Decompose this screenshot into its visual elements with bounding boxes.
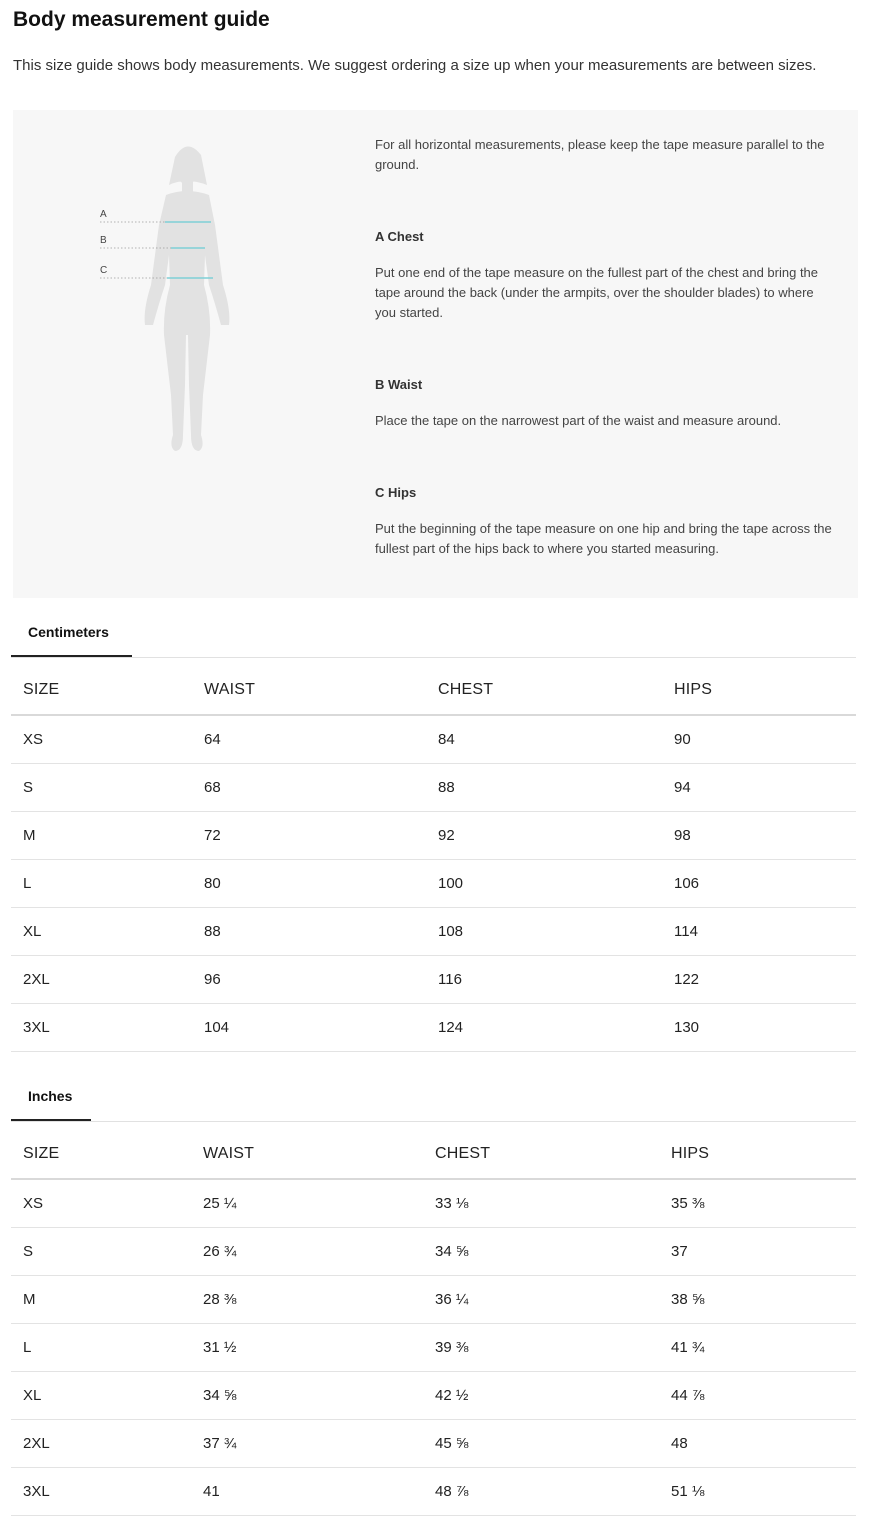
- cell-chest: 108: [438, 923, 464, 940]
- cell-chest: 39 ⅜: [435, 1339, 469, 1356]
- tab-inches[interactable]: Inches: [28, 1088, 73, 1104]
- hips-heading: C Hips: [375, 485, 417, 500]
- cell-waist: 41: [203, 1483, 220, 1500]
- cell-waist: 72: [204, 827, 221, 844]
- cell-chest: 92: [438, 827, 455, 844]
- cell-chest: 34 ⅝: [435, 1243, 469, 1260]
- cell-waist: 25 ¼: [203, 1195, 237, 1212]
- header-waist: WAIST: [203, 1145, 255, 1162]
- cell-hips: 51 ⅛: [671, 1483, 705, 1500]
- cell-hips: 41 ¾: [671, 1339, 705, 1356]
- marker-a: A: [100, 209, 107, 220]
- cell-chest: 42 ½: [435, 1387, 469, 1404]
- table-header-row: [11, 666, 856, 716]
- table-row: [11, 1468, 856, 1516]
- cell-waist: 80: [204, 875, 221, 892]
- page-title: Body measurement guide: [13, 8, 270, 31]
- table-row: [11, 860, 856, 908]
- hips-text: Put the beginning of the tape measure on one hip and bring the tape across the fullest part of the hips back to where you started measuring.: [375, 521, 832, 556]
- waist-heading: B Waist: [375, 377, 423, 392]
- cell-size: XS: [23, 731, 44, 748]
- chest-text: Put one end of the tape measure on the fullest part of the chest and bring the tape around the back (under the armpits, over the shoulder blades) to where you started.: [375, 265, 819, 320]
- table-row: [11, 812, 856, 860]
- cell-chest: 116: [438, 971, 462, 988]
- table-row: [11, 1004, 856, 1052]
- marker-b: B: [100, 235, 107, 246]
- cell-waist: 26 ¾: [203, 1243, 237, 1260]
- cell-waist: 37 ¾: [203, 1435, 237, 1452]
- table-row: [11, 956, 856, 1004]
- cell-hips: 37: [671, 1243, 688, 1260]
- table-row: [11, 716, 856, 764]
- cell-hips: 90: [674, 731, 691, 748]
- cell-chest: 48 ⅞: [435, 1483, 469, 1500]
- cell-chest: 36 ¼: [435, 1291, 469, 1308]
- cell-hips: 122: [674, 971, 700, 988]
- cell-waist: 34 ⅝: [203, 1387, 237, 1404]
- table-row: [11, 1180, 856, 1228]
- cell-waist: 68: [204, 779, 221, 796]
- cell-chest: 84: [438, 731, 455, 748]
- header-chest: CHEST: [438, 681, 494, 698]
- cell-size: XL: [23, 1387, 42, 1404]
- header-waist: WAIST: [204, 681, 256, 698]
- cell-hips: 106: [674, 875, 700, 892]
- table-row: [11, 1276, 856, 1324]
- cell-chest: 100: [438, 875, 464, 892]
- cell-hips: 35 ⅜: [671, 1195, 705, 1212]
- table-row: [11, 1420, 856, 1468]
- cell-size: 2XL: [23, 1435, 50, 1452]
- cell-chest: 124: [438, 1019, 464, 1036]
- cell-size: XS: [23, 1195, 44, 1212]
- header-size: SIZE: [23, 681, 60, 698]
- intro-text: For all horizontal measurements, please keep the tape measure parallel to the ground.: [375, 137, 825, 172]
- cell-hips: 130: [674, 1019, 700, 1036]
- cell-waist: 31 ½: [203, 1339, 237, 1356]
- table-row: [11, 1372, 856, 1420]
- header-chest: CHEST: [435, 1145, 491, 1162]
- waist-text: Place the tape on the narrowest part of the waist and measure around.: [375, 413, 782, 428]
- cell-hips: 48: [671, 1435, 688, 1452]
- cell-size: L: [23, 875, 32, 892]
- header-size: SIZE: [23, 1145, 60, 1162]
- header-hips: HIPS: [674, 681, 713, 698]
- cell-size: S: [23, 779, 34, 796]
- cell-size: S: [23, 1243, 34, 1260]
- cell-waist: 88: [204, 923, 221, 940]
- cell-chest: 88: [438, 779, 455, 796]
- cell-waist: 96: [204, 971, 221, 988]
- cell-hips: 94: [674, 779, 691, 796]
- cell-size: 2XL: [23, 971, 50, 988]
- measurement-guide-panel: [13, 110, 858, 598]
- cell-waist: 64: [204, 731, 221, 748]
- centimeters-table: [11, 666, 856, 1052]
- page-subtitle: This size guide shows body measurements. We suggest ordering a size up when your measurements are between sizes.: [13, 57, 817, 74]
- body-silhouette-illustration: [83, 135, 283, 475]
- cell-size: XL: [23, 923, 42, 940]
- cell-hips: 114: [674, 923, 698, 940]
- cell-hips: 44 ⅞: [671, 1387, 705, 1404]
- table-row: [11, 908, 856, 956]
- cell-size: M: [23, 1291, 36, 1308]
- cell-hips: 98: [674, 827, 691, 844]
- tab-strip-divider: [11, 1121, 856, 1122]
- table-row: [11, 1324, 856, 1372]
- cell-hips: 38 ⅝: [671, 1291, 705, 1308]
- cell-size: 3XL: [23, 1019, 50, 1036]
- cell-size: 3XL: [23, 1483, 50, 1500]
- cell-waist: 104: [204, 1019, 230, 1036]
- chest-heading: A Chest: [375, 229, 424, 244]
- cell-size: M: [23, 827, 36, 844]
- table-row: [11, 764, 856, 812]
- tab-centimeters[interactable]: Centimeters: [28, 624, 109, 640]
- marker-c: C: [100, 265, 108, 276]
- table-header-row: [11, 1130, 856, 1180]
- cell-chest: 45 ⅝: [435, 1435, 469, 1452]
- header-hips: HIPS: [671, 1145, 710, 1162]
- cell-size: L: [23, 1339, 32, 1356]
- cell-chest: 33 ⅛: [435, 1195, 469, 1212]
- inches-table: [11, 1130, 856, 1516]
- tab-strip-divider: [11, 657, 856, 658]
- cell-waist: 28 ⅜: [203, 1291, 237, 1308]
- table-row: [11, 1228, 856, 1276]
